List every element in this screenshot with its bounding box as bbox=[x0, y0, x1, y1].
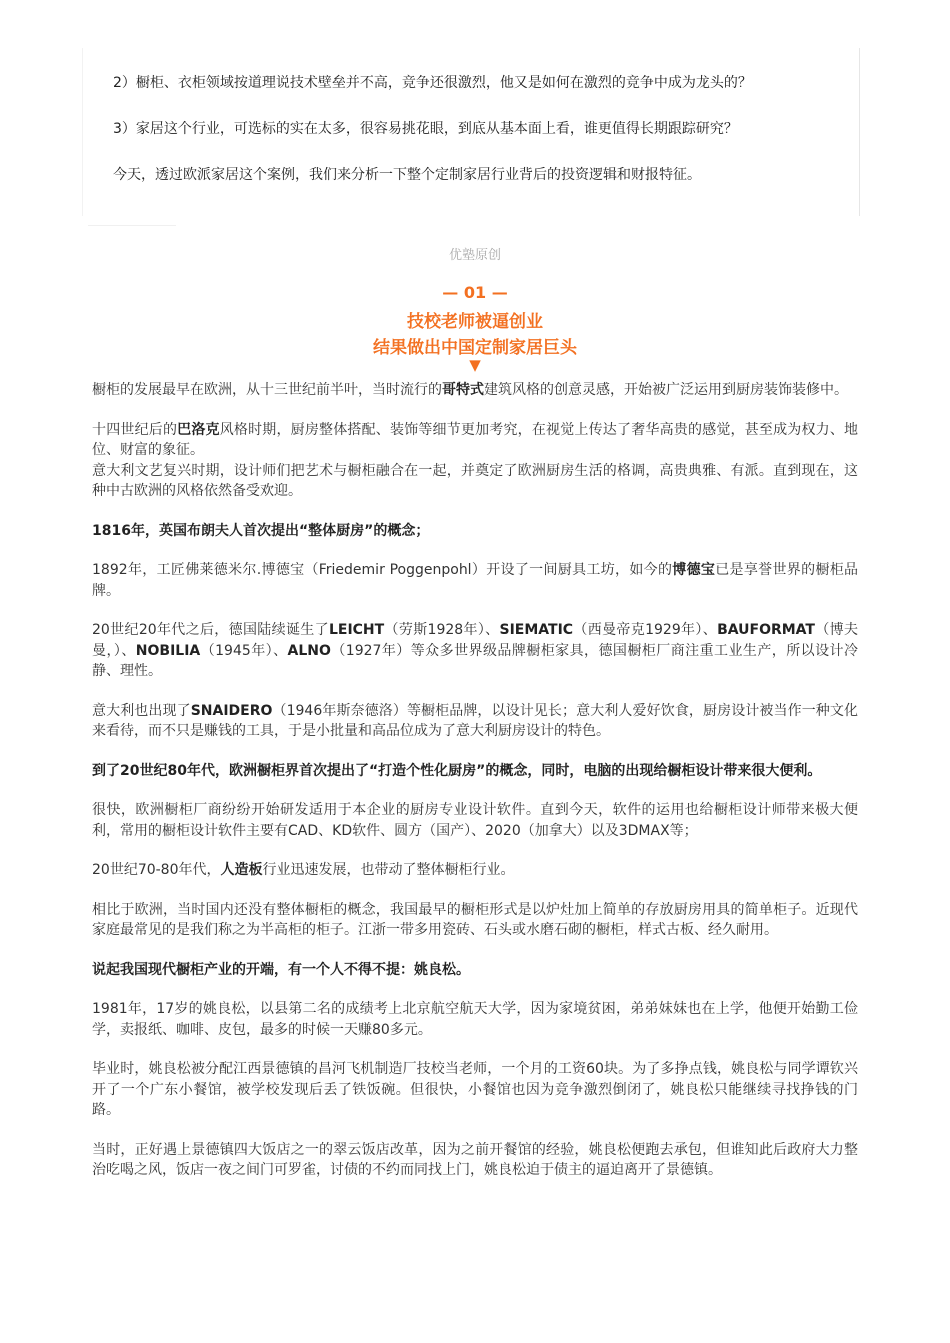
paragraph-china-kitchen: 相比于欧洲，当时国内还没有整体橱柜的概念，我国最早的橱柜形式是以炉灶加上简单的存放厨房用具的简单柜子。近现代家庭最常见的是我们称之为半高柜的柜子。江浙一带多用瓷砖、石头或水磨石砌的橱柜，样式古板、经久耐用。 bbox=[92, 901, 858, 938]
down-arrow-icon: ▼ bbox=[469, 356, 481, 374]
intro-question-2: 2）橱柜、衣柜领域按道理说技术壁垒并不高，竞争还很激烈，他又是如何在激烈的竞争中成为龙头的？ bbox=[113, 75, 752, 91]
section-title-line-2: 结果做出中国定制家居巨头 bbox=[373, 338, 577, 358]
paragraph-1980s: 到了20世纪80年代，欧洲橱柜界首次提出了“打造个性化厨房”的概念，同时，电脑的出现给橱柜设计带来很大便利。 bbox=[92, 762, 822, 779]
intro-box bbox=[82, 48, 860, 216]
paragraph-gothic: 橱柜的发展最早在欧洲，从十三世纪前半叶，当时流行的哥特式建筑风格的创意灵感，开始被广泛运用到厨房装饰装修中。 bbox=[92, 382, 848, 398]
intro-today: 今天，透过欧派家居这个案例，我们来分析一下整个定制家居行业背后的投资逻辑和财报特征。 bbox=[113, 167, 701, 183]
paragraph-1816: 1816年，英国布朗夫人首次提出“整体厨房”的概念； bbox=[92, 522, 430, 539]
section-title-line-1: 技校老师被逼创业 bbox=[407, 312, 543, 332]
intro-question-3: 3）家居这个行业，可选标的实在太多，很容易挑花眼，到底从基本面上看，谁更值得长期跟踪研究？ bbox=[113, 121, 738, 137]
paragraph-cuiyun-hotel: 当时，正好遇上景德镇四大饭店之一的翠云饭店改革，因为之前开餐馆的经验，姚良松便跑去承包，但谁知此后政府大力整治吃喝之风，饭店一夜之间门可罗雀，讨债的不约而同找上门，姚良松迫于债主的逼迫离开了景德镇。 bbox=[92, 1141, 858, 1178]
paragraph-renaissance: 意大利文艺复兴时期，设计师们把艺术与橱柜融合在一起，并奠定了欧洲厨房生活的格调，高贵典雅、有派。直到现在，这种中古欧洲的风格依然备受欢迎。 bbox=[92, 462, 858, 499]
paragraph-software: 很快，欧洲橱柜厂商纷纷开始研发适用于本企业的厨房专业设计软件。直到今天，软件的运用也给橱柜设计师带来极大便利，常用的橱柜设计软件主要有CAD、KD软件、圆方（国产）、2020（加拿大）以及3DMAX等； bbox=[92, 802, 858, 839]
paragraph-german-brands: 20世纪20年代之后，德国陆续诞生了LEICHT（劳斯1928年）、SIEMATIC（西曼帝克1929年）、BAUFORMAT（博夫曼，）、NOBILIA（1945年）、ALNO（1927年）等众多世界级品牌橱柜家具，德国橱柜厂商注重工业生产，所以设计冷静、理性。 bbox=[92, 622, 858, 679]
divider bbox=[88, 225, 176, 226]
paragraph-wood-panel: 20世纪70-80年代，人造板行业迅速发展，也带动了整体橱柜行业。 bbox=[92, 862, 515, 878]
paragraph-baroque: 十四世纪后的巴洛克风格时期，厨房整体搭配、装饰等细节更加考究，在视觉上传达了奢华高贵的感觉，甚至成为权力、地位、财富的象征。 bbox=[92, 421, 859, 458]
section-number: — 01 — bbox=[442, 283, 508, 302]
paragraph-italian-brands: 意大利也出现了SNAIDERO（1946年斯奈德洛）等橱柜品牌，以设计见长；意大利人爱好饮食，厨房设计被当作一种文化来看待，而不只是赚钱的工具，于是小批量和高品位成为了意大利厨房设计的特色。 bbox=[92, 702, 858, 739]
article-body bbox=[92, 380, 858, 1200]
paragraph-poggenpohl: 1892年，工匠佛莱德米尔.博德宝（Friedemir Poggenpohl）开设了一间厨具工坊，如今的博德宝已是享誉世界的橱柜品牌。 bbox=[92, 562, 859, 599]
paragraph-graduation: 毕业时，姚良松被分配江西景德镇的昌河飞机制造厂技校当老师，一个月的工资60块。为了多挣点钱，姚良松与同学谭钦兴开了一个广东小餐馆，被学校发现后丢了铁饭碗。但很快，小餐馆也因为竞争激烈倒闭了，姚良松只能继续寻找挣钱的门路。 bbox=[92, 1061, 858, 1118]
source-label: 优塾原创 bbox=[448, 248, 501, 263]
paragraph-1981: 1981年，17岁的姚良松，以县第二名的成绩考上北京航空航天大学，因为家境贫困，弟弟妹妹也在上学，他便开始勤工俭学，卖报纸、咖啡、皮包，最多的时候一天赚80多元。 bbox=[92, 1001, 858, 1038]
paragraph-yao-liangsong: 说起我国现代橱柜产业的开端，有一个人不得不提：姚良松。 bbox=[92, 961, 470, 978]
